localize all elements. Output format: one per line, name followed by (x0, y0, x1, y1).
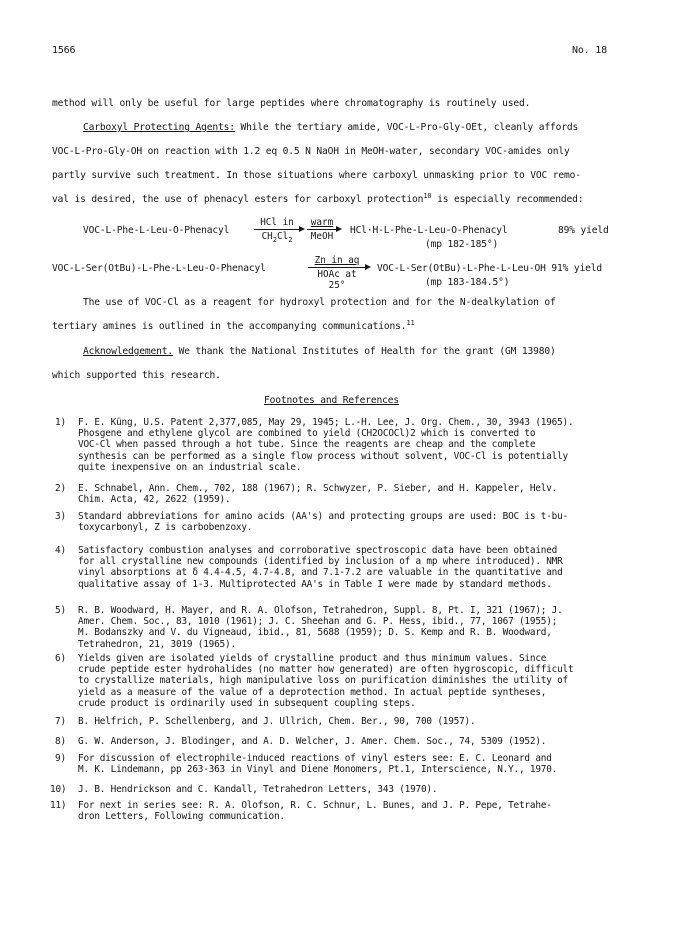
footnote-number: 1) (55, 417, 66, 428)
footnote-line: crude peptide ester hydrohalides (no matter how generated) are often hygroscopic, difficult (78, 664, 574, 676)
body-text-line: val is desired, the use of phenacyl esters for carboxyl protection$^{10}$ is especially recommended: (52, 191, 584, 205)
footnote-line: toxycarbonyl, Z is carbobenzoxy. (78, 522, 253, 534)
footnote-line: yield as a measure of the value of a deprotection method. In actual peptide syntheses, (78, 686, 547, 698)
footnote-number: 8) (55, 736, 66, 747)
footnote-line: synthesis can be performed as a single flow process without solvent, VOC-Cl is potentially (78, 450, 568, 462)
footnote-number: 4) (55, 545, 66, 556)
body-text-line: which supported this research. (52, 370, 221, 381)
footnote-line: B. Helfrich, P. Schellenberg, and J. Ullrich, Chem. Ber., 90, 700 (1957). (78, 716, 476, 727)
footnote-line: VOC-Cl when passed through a hot tube. Since the reagents are cheap and the complete (78, 439, 536, 451)
issue-number: No. 18 (572, 45, 607, 56)
reaction2-mp: (mp 183-184.5°) (425, 277, 510, 288)
footnote-line: qualitative assay of 1-3. Multiprotected AA's in Table I were made by standard methods. (78, 578, 552, 590)
footnote-line: J. B. Hendrickson and C. Kandall, Tetrahedron Letters, 343 (1970). (78, 784, 438, 795)
footnote-line: vinyl absorptions at δ 4.4-4.5, 4.7-4.8, and 7.1-7.2 are valuable in the quantitative and (78, 567, 563, 579)
acknowledgement: Acknowledgement. We thank the National Institutes of Health for the grant (GM 13980) (83, 346, 556, 357)
footnote-line: Tetrahedron, 21, 3019 (1965). (78, 638, 236, 650)
footnote-line: crude product is ordinarily used in subsequent coupling steps. (78, 697, 416, 709)
body-text-line: VOC-L-Pro-Gly-OH on reaction with 1.2 eq 0.5 N NaOH in MeOH-water, secondary VOC-amides only (52, 146, 570, 157)
footnote-number: 3) (55, 511, 66, 522)
footnote-line: For next in series see: R. A. Olofson, R. C. Schnur, L. Bunes, and J. P. Pepe, Tetrahe- (78, 800, 552, 811)
footnote-number: 6) (55, 653, 66, 664)
footnote-line: Phosgene and ethylene glycol are combined to yield (CH2OCOCl)2 which is converted to (78, 428, 536, 440)
footnote-line: Standard abbreviations for amino acids (AA's) and protecting groups are used: BOC is t-bu- (78, 511, 568, 522)
footnote-line: M. Bodanszky and V. du Vigneaud, ibid., 81, 5688 (1959); D. S. Kemp and R. B. Woodward, (78, 627, 552, 639)
reaction1-mp: (mp 182-185°) (425, 239, 499, 250)
footnote-number: 10) (50, 784, 67, 795)
reaction1-arrow-1: HCl in $CH_2Cl_2$ (254, 217, 300, 246)
footnote-line: G. W. Anderson, J. Blodinger, and A. D. Welcher, J. Amer. Chem. Soc., 74, 5309 (1952). (78, 736, 547, 747)
footnote-line: M. K. Lindemann, pp 263-363 in Vinyl and Diene Monomers, Pt.1, Interscience, N.Y., 1970. (78, 764, 558, 776)
footnote-line: Yields given are isolated yields of crystalline product and thus minimum values. Since (78, 653, 547, 664)
reference-superscript: 10 (423, 191, 432, 200)
footnote-line: to crystallize materials, high manipulative loss on purification diminishes the utility of (78, 675, 568, 687)
reagent-solvent: $CH_2Cl_2$ (261, 231, 293, 244)
body-text-line: Carboxyl Protecting Agents: While the tertiary amide, VOC-L-Pro-Gly-OEt, cleanly affords (83, 122, 579, 133)
footnotes-heading: Footnotes and References (264, 395, 400, 406)
footnote-number: 11) (50, 800, 67, 811)
reaction2-product: VOC-L-Ser(OtBu)-L-Phe-L-Leu-OH 91% yield (377, 263, 603, 274)
footnote-line: For discussion of electrophile-induced reactions of vinyl esters see: E. C. Leonard and (78, 753, 552, 764)
reaction2-reactant: VOC-L-Ser(OtBu)-L-Phe-L-Leu-O-Phenacyl (52, 263, 266, 274)
footnote-line: quite inexpensive on an industrial scale. (78, 461, 302, 473)
footnote-line: E. Schnabel, Ann. Chem., 702, 188 (1967); R. Schwyzer, P. Sieber, and H. Kappeler, Helv. (78, 483, 558, 494)
footnote-number: 5) (55, 605, 66, 616)
body-text-line: partly survive such treatment. In those situations where carboxyl unmasking prior to VOC remo- (52, 170, 581, 181)
reaction1-product: HCl·H-L-Phe-L-Leu-O-Phenacyl (350, 225, 508, 236)
reaction2-arrow: Zn in aq HOAc at 25° (308, 255, 366, 291)
acknowledgement-heading: Acknowledgement. (83, 346, 174, 357)
footnote-line: Amer. Chem. Soc., 83, 1010 (1961); J. C. Sheehan and G. P. Hess, ibid., 77, 1067 (1955); (78, 616, 558, 628)
body-text-line: The use of VOC-Cl as a reagent for hydroxyl protection and for the N-dealkylation of (83, 297, 556, 308)
reaction1-arrow-2: warm MeOH (307, 217, 337, 242)
section-heading-carboxyl: Carboxyl Protecting Agents: (83, 122, 235, 133)
footnote-line: for all crystalline new compounds (identified by inclusion of a mp where introduced). NMR (78, 556, 563, 568)
reaction1-reactant: VOC-L-Phe-L-Leu-O-Phenacyl (83, 225, 230, 236)
footnote-line: Satisfactory combustion analyses and corroborative spectroscopic data have been obtained (78, 545, 558, 556)
footnote-line: dron Letters, Following communication. (78, 811, 285, 823)
footnote-number: 7) (55, 716, 66, 727)
reference-superscript: 11 (406, 318, 415, 327)
footnote-line: R. B. Woodward, H. Mayer, and R. A. Olofson, Tetrahedron, Suppl. 8, Pt. I, 321 (1967); J. (78, 605, 563, 616)
footnote-number: 2) (55, 483, 66, 494)
footnote-number: 9) (55, 753, 66, 764)
footnote-line: F. E. Küng, U.S. Patent 2,377,085, May 29, 1945; L.-H. Lee, J. Org. Chem., 30, 3943 (1965). (78, 417, 574, 428)
body-text-line: method will only be useful for large peptides where chromatography is routinely used. (52, 98, 531, 109)
reaction1-yield: 89% yield (558, 225, 609, 236)
page-number: 1566 (52, 45, 76, 56)
footnote-line: Chim. Acta, 42, 2622 (1959). (78, 494, 231, 506)
body-text-line: tertiary amines is outlined in the accompanying communications.$^{11}$ (52, 318, 415, 332)
